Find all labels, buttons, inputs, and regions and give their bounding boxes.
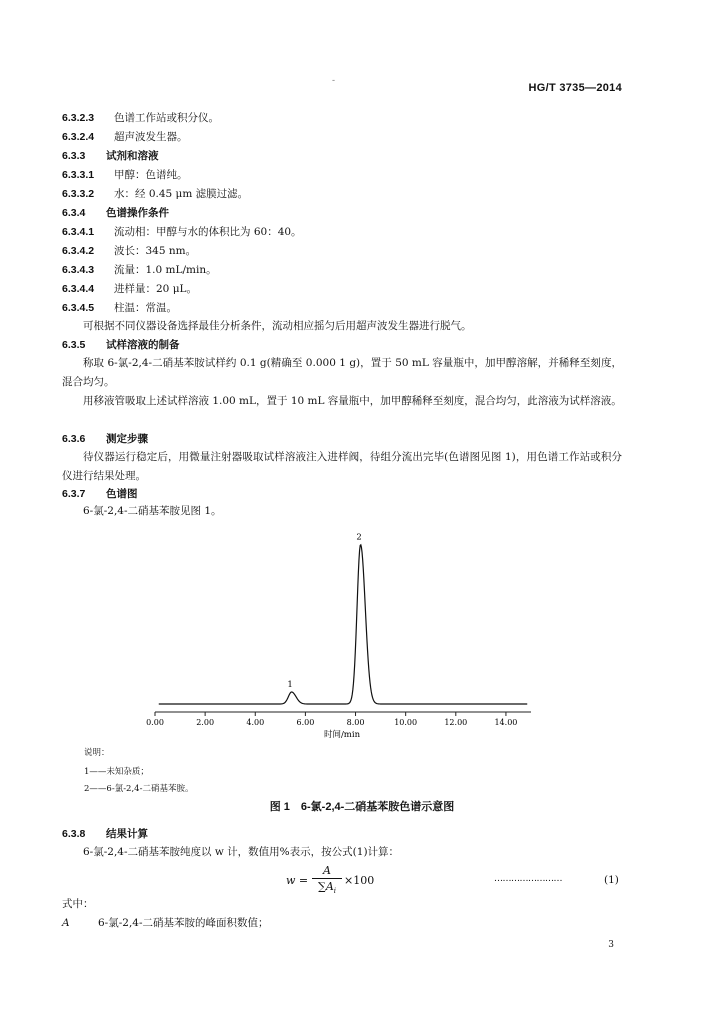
legend-item-2: 2——6-氯-2,4-二硝基苯胺。 (84, 784, 194, 794)
x-tick-label: 0.00 (146, 718, 164, 727)
x-tick-label: 10.00 (394, 718, 418, 727)
clause-6-3-3-2: 6.3.3.2 水：经 0.45 μm 滤膜过滤。 (62, 188, 249, 200)
clause-6-3-4-2: 6.3.4.2 波长：345 nm。 (62, 245, 197, 257)
paragraph-conditions: 可根据不同仪器设备选择最佳分析条件，流动相应摇匀后用超声波发生器进行脱气。 (83, 320, 472, 332)
formula-leader: …………………… (494, 874, 562, 884)
page-mark: - (332, 76, 336, 86)
page-number: 3 (608, 940, 614, 950)
clause-6-3-2-3: 6.3.2.3 色谱工作站或积分仪。 (62, 112, 219, 124)
legend-item-1: 1——未知杂质； (84, 767, 149, 777)
legend-title: 说明： (84, 748, 110, 758)
x-tick-label: 12.00 (444, 718, 468, 727)
formula-lhs: w = (286, 874, 309, 887)
clause-6-3-4-1: 6.3.4.1 流动相：甲醇与水的体积比为 60：40。 (62, 226, 302, 238)
formula-multiplier: ×100 (344, 874, 375, 887)
clause-6-3-5: 6.3.5 试样溶液的制备 (62, 339, 180, 351)
clause-6-3-4-4: 6.3.4.4 进样量：20 μL。 (62, 283, 197, 295)
standard-number: HG/T 3735—2014 (528, 82, 622, 94)
variable-symbol: A (62, 917, 70, 929)
where-label: 式中： (62, 898, 94, 910)
paragraph-calculation: 6-氯-2,4-二硝基苯胺纯度以 w 计，数值用%表示，按公式(1)计算： (83, 846, 400, 858)
clause-6-3-3: 6.3.3 试剂和溶液 (62, 150, 159, 162)
clause-6-3-8: 6.3.8 结果计算 (62, 828, 148, 840)
clause-6-3-2-4: 6.3.2.4 超声波发生器。 (62, 131, 188, 143)
x-tick-label: 4.00 (246, 718, 265, 727)
formula-fraction (312, 864, 342, 899)
formula-subscript: i (333, 887, 337, 896)
variable-definition (62, 916, 269, 930)
x-tick-label: 8.00 (346, 718, 365, 727)
chromatogram-trace (159, 545, 527, 704)
x-tick-label: 6.00 (296, 718, 315, 727)
formula-number: (1) (604, 874, 619, 886)
x-tick-label: 14.00 (494, 718, 518, 727)
x-tick-label: 2.00 (196, 718, 215, 727)
clause-6-3-3-1: 6.3.3.1 甲醇：色谱纯。 (62, 169, 188, 181)
paragraph-procedure: 待仪器运行稳定后，用微量注射器吸取试样溶液注入进样阀，待组分流出完毕(色谱图见图 1)，用色谱工作站或积分仪进行结果处理。 (62, 451, 622, 482)
clause-6-3-4-3: 6.3.4.3 流量：1.0 mL/min。 (62, 264, 217, 276)
formula-numerator: A (323, 864, 331, 877)
clause-6-3-4: 6.3.4 色谱操作条件 (62, 207, 169, 219)
figure-caption: 图 1 6-氯-2,4-二硝基苯胺色谱示意图 (269, 801, 455, 813)
formula-denominator: ∑A (317, 880, 334, 893)
clause-6-3-4-5: 6.3.4.5 柱温：常温。 (62, 302, 177, 314)
clause-6-3-7: 6.3.7 色谱图 (62, 488, 138, 500)
variable-description: 6-氯-2,4-二硝基苯胺的峰面积数值； (98, 917, 269, 929)
peak-label: 1 (287, 680, 293, 690)
paragraph-figure-reference: 6-氯-2,4-二硝基苯胺见图 1。 (83, 505, 222, 517)
paragraph-preparation-1: 称取 6-氯-2,4-二硝基苯胺试样约 0.1 g(精确至 0.000 1 g)，置于 50 mL 容量瓶中，加甲醇溶解，并稀释至刻度，混合均匀。 (62, 357, 622, 388)
clause-6-3-6: 6.3.6 测定步骤 (62, 433, 148, 445)
paragraph-preparation-2: 用移液管吸取上述试样溶液 1.00 mL，置于 10 mL 容量瓶中，加甲醇稀释至刻度，混合均匀，此溶液为试样溶液。 (83, 395, 622, 407)
peak-label: 2 (356, 532, 362, 543)
x-axis-label: 时间/min (323, 730, 361, 740)
